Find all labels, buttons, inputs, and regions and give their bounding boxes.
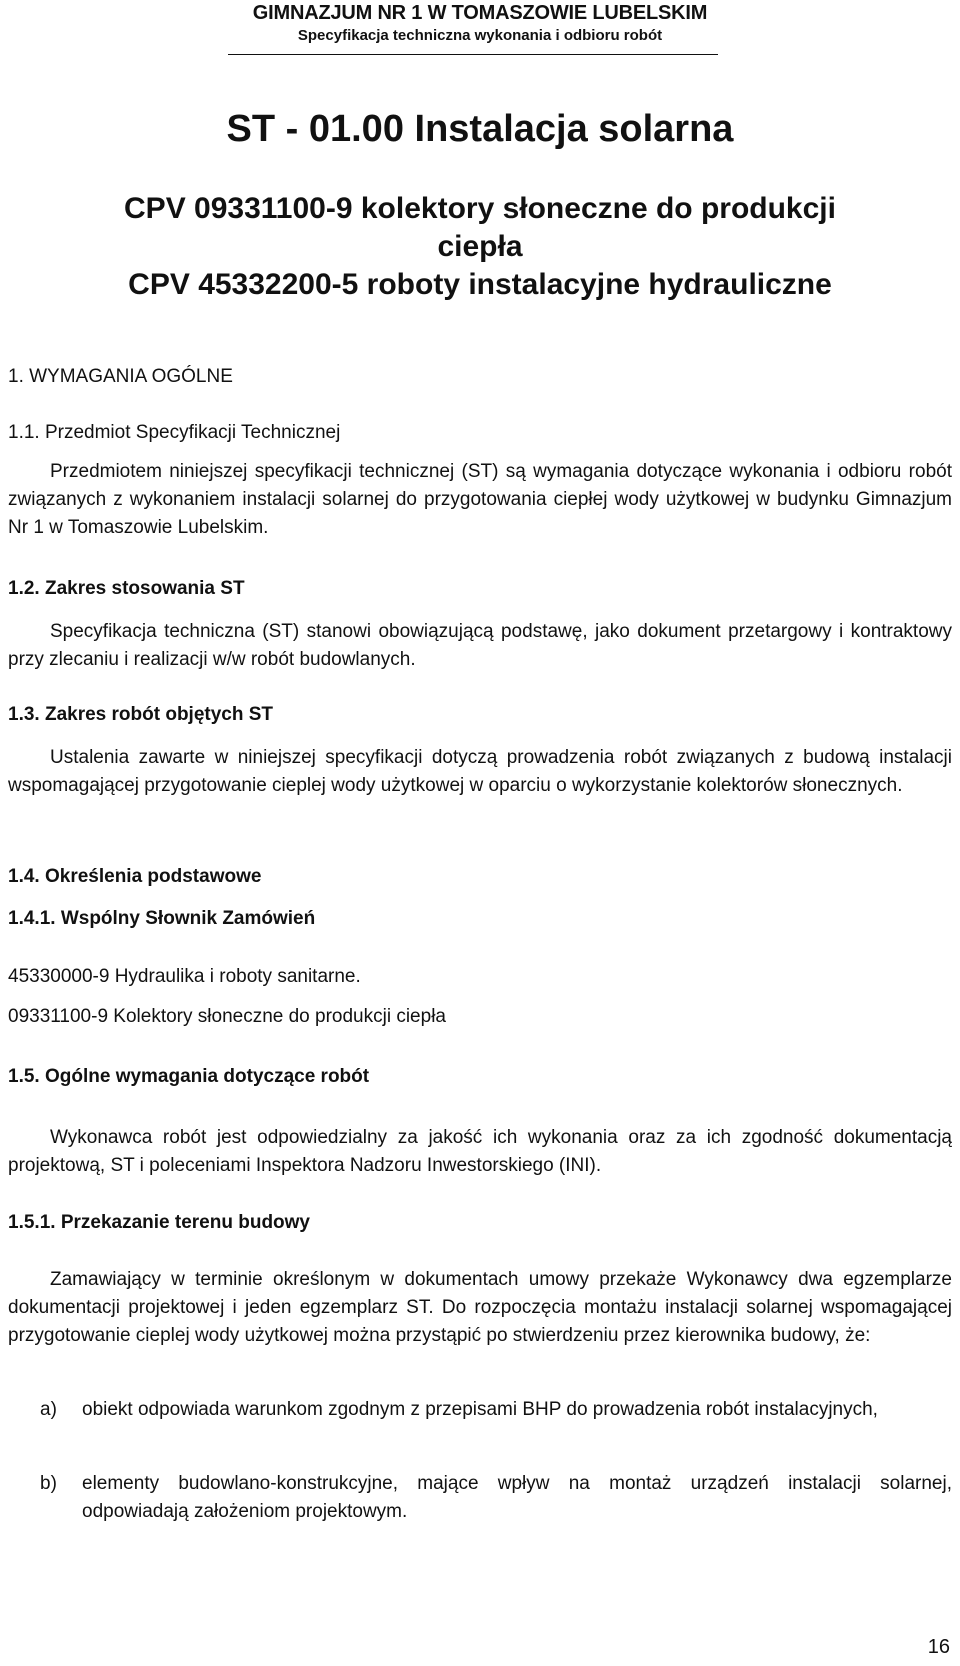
cpv-line-1: CPV 09331100-9 kolektory słoneczne do produkcji [124, 192, 836, 225]
list-item [40, 1470, 952, 1526]
section-1-2-heading: 1.2. Zakres stosowania ST [8, 578, 245, 599]
header-rule [228, 54, 718, 55]
section-1-1-body: Przedmiotem niniejszej specyfikacji technicznej (ST) są wymagania dotyczące wykonania i odbioru robót związanych z wykonaniem instalacji solarnej do przygotowania ciepłej wody użytkowej w budynku Gimnazjum Nr 1 w Tomaszowie Lubelskim. [8, 461, 952, 538]
cpv-line-2: ciepła [437, 230, 523, 263]
cpv-code-hydraulika: 45330000-9 Hydraulika i roboty sanitarne. [8, 966, 361, 987]
section-1-4-heading: 1.4. Określenia podstawowe [8, 866, 262, 887]
list-item-text: elementy budowlano-konstrukcyjne, mające wpływ na montaż urządzeń instalacji solarnej, odpowiadają założeniom projektowym. [82, 1473, 952, 1522]
section-1-3-heading: 1.3. Zakres robót objętych ST [8, 704, 274, 725]
section-1-5-1-body: Zamawiający w terminie określonym w dokumentach umowy przekaże Wykonawcy dwa egzemplarze dokumentacji projektowej i jeden egzemplarz ST. Do rozpoczęcia montażu instalacji solarnej wspomagającej przygotowanie cieplej wody użytkowej można przystąpić po stwierdzeniu przez kierownika budowy, że: [8, 1269, 952, 1346]
section-1-5-1-text [8, 1266, 952, 1350]
list-item [40, 1396, 952, 1424]
list-item-text: obiekt odpowiada warunkom zgodnym z przepisami BHP do prowadzenia robót instalacyjnych, [82, 1399, 878, 1420]
list-marker: a) [40, 1399, 57, 1420]
section-1-3-text [8, 744, 952, 800]
section-1-1-heading: 1.1. Przedmiot Specyfikacji Technicznej [8, 422, 341, 443]
section-1-2-body: Specyfikacja techniczna (ST) stanowi obowiązującą podstawę, jako dokument przetargowy i kontraktowy przy zlecaniu i realizacji w/w robót budowlanych. [8, 621, 952, 670]
page-header [0, 0, 960, 44]
section-1-1-text [8, 458, 952, 542]
section-1-3-body: Ustalenia zawarte w niniejszej specyfikacji dotyczą prowadzenia robót związanych z budową instalacji wspomagającej przygotowanie cieplej wody użytkowej w oparciu o wykorzystanie kolektorów słonecznych. [8, 747, 952, 796]
section-1-heading: 1. WYMAGANIA OGÓLNE [8, 366, 233, 387]
page-number: 16 [927, 1636, 950, 1658]
cpv-line-3: CPV 45332200-5 roboty instalacyjne hydrauliczne [128, 268, 832, 301]
section-1-2-text [8, 618, 952, 674]
section-1-5-1-heading: 1.5.1. Przekazanie terenu budowy [8, 1212, 310, 1233]
cpv-code-kolektory: 09331100-9 Kolektory słoneczne do produkcji ciepła [8, 1006, 446, 1027]
header-subtitle: Specyfikacja techniczna wykonania i odbioru robót [297, 27, 663, 44]
section-1-5-heading: 1.5. Ogólne wymagania dotyczące robót [8, 1066, 370, 1087]
header-school-name: GIMNAZJUM NR 1 W TOMASZOWIE LUBELSKIM [252, 2, 708, 24]
list-marker: b) [40, 1473, 57, 1494]
section-1-5-text [8, 1124, 952, 1180]
section-1-5-body: Wykonawca robót jest odpowiedzialny za jakość ich wykonania oraz za ich zgodność dokumentacją projektową, ST i poleceniami Inspektora Nadzoru Inwestorskiego (INI). [8, 1127, 952, 1176]
document-title: ST - 01.00 Instalacja solarna [226, 108, 734, 150]
section-1-4-1-heading: 1.4.1. Wspólny Słownik Zamówień [8, 908, 316, 929]
